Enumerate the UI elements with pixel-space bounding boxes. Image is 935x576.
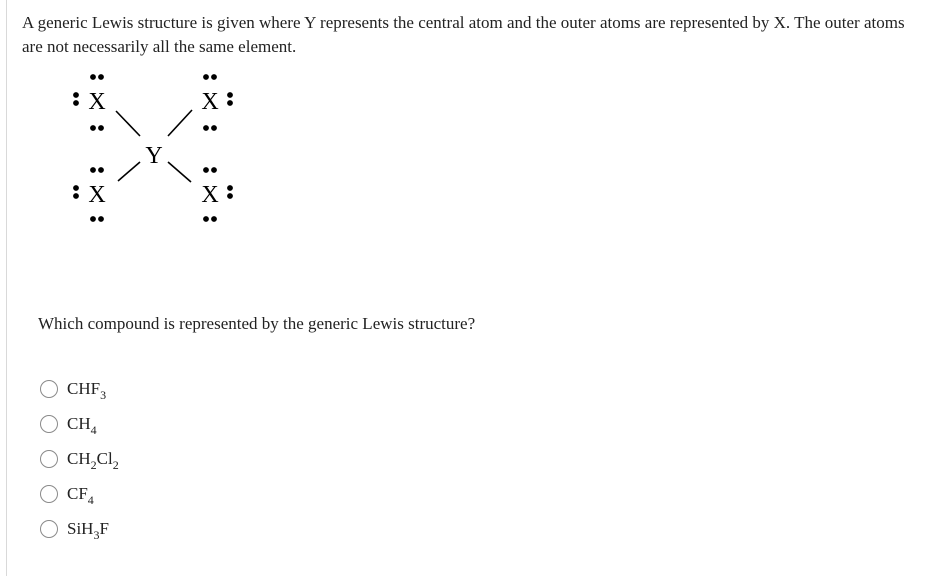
outer-atom-label: X xyxy=(201,182,219,208)
outer-atom-bottom-left xyxy=(73,167,106,222)
formula-text: CH xyxy=(67,448,91,468)
formula-subscript: 2 xyxy=(90,457,97,472)
formula-text: CF xyxy=(67,483,88,503)
bond-top-left xyxy=(116,111,140,136)
formula-text: F xyxy=(99,518,109,538)
outer-atom-bottom-right xyxy=(201,167,233,222)
outer-atom-top-left xyxy=(73,74,106,131)
answer-option[interactable] xyxy=(40,406,119,441)
radio-button[interactable] xyxy=(40,450,58,468)
answer-option[interactable] xyxy=(40,511,119,546)
formula-text: CHF xyxy=(67,378,101,398)
outer-atom-label: X xyxy=(88,182,106,208)
formula-text: Cl xyxy=(96,448,113,468)
question-text: Which compound is represented by the generic Lewis structure? xyxy=(38,314,476,333)
option-formula xyxy=(67,448,119,472)
option-formula xyxy=(67,413,97,437)
lewis-structure-diagram xyxy=(40,62,280,232)
option-formula xyxy=(67,518,109,542)
radio-button[interactable] xyxy=(40,380,58,398)
bond-bottom-right xyxy=(168,162,191,182)
radio-button[interactable] xyxy=(40,415,58,433)
formula-subscript: 3 xyxy=(93,527,100,542)
bond-bottom-left xyxy=(118,162,140,181)
formula-subscript: 2 xyxy=(112,457,119,472)
formula-subscript: 3 xyxy=(100,387,107,402)
option-formula xyxy=(67,483,94,507)
outer-atom-label: X xyxy=(88,89,106,115)
radio-button[interactable] xyxy=(40,485,58,503)
formula-text: CH xyxy=(67,413,91,433)
outer-atom-label: X xyxy=(201,89,219,115)
formula-subscript: 4 xyxy=(90,422,97,437)
page-left-rule xyxy=(6,0,7,576)
bond-top-right xyxy=(168,110,192,136)
answer-option[interactable] xyxy=(40,441,119,476)
answer-options xyxy=(40,371,119,546)
answer-option[interactable] xyxy=(40,371,119,406)
answer-option[interactable] xyxy=(40,476,119,511)
central-atom-label: Y xyxy=(145,143,163,169)
formula-subscript: 4 xyxy=(87,492,94,507)
outer-atom-top-right xyxy=(201,74,233,131)
formula-text: SiH xyxy=(67,518,94,538)
option-formula xyxy=(67,378,107,402)
radio-button[interactable] xyxy=(40,520,58,538)
question-prompt: A generic Lewis structure is given where Y represents the central atom and the outer atoms are represented by X. The outer atoms are not necessarily all the same element. xyxy=(22,13,905,56)
